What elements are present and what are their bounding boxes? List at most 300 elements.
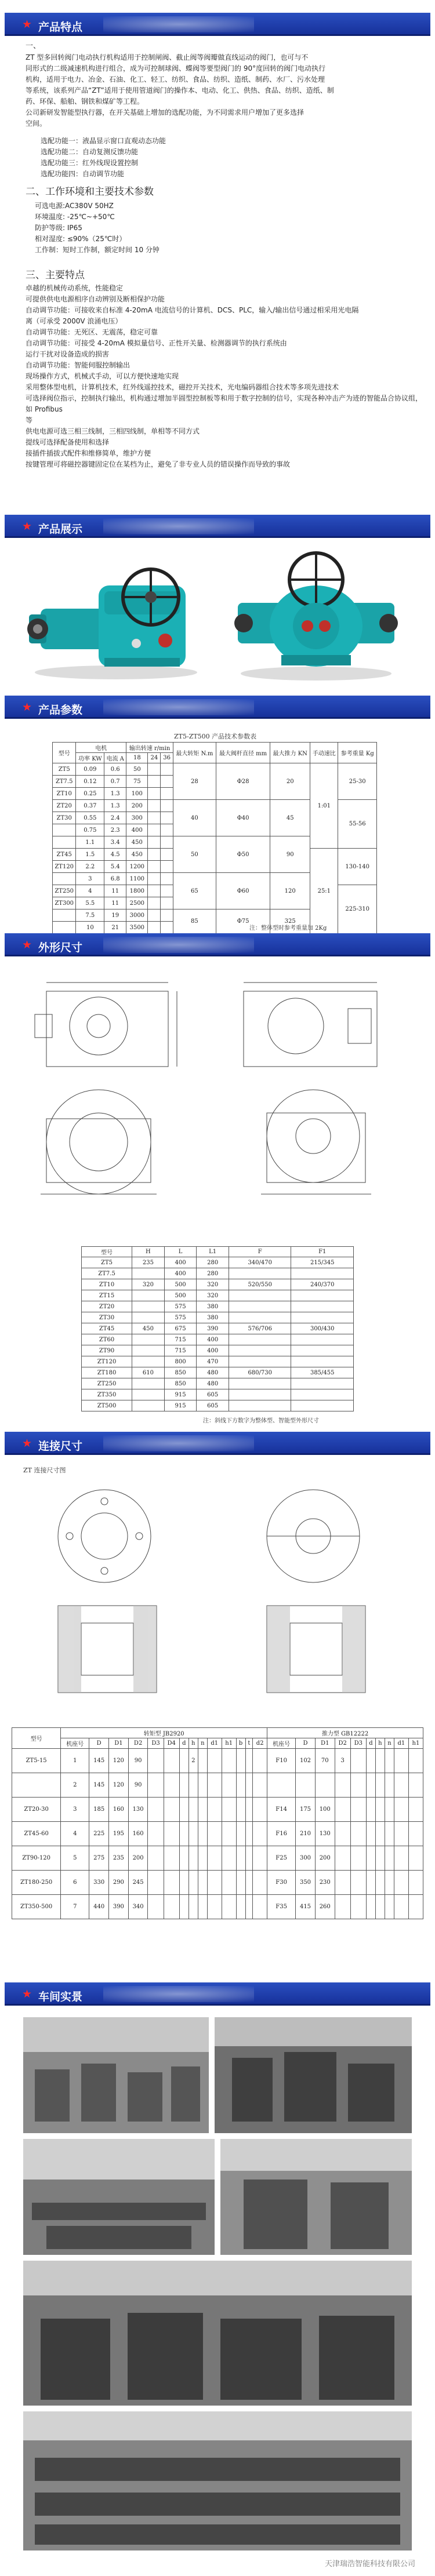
table-cell: 160	[109, 1798, 129, 1822]
table-cell	[366, 1895, 375, 1919]
banner-highlight	[103, 518, 254, 534]
intro-paragraph	[26, 52, 426, 129]
table-cell	[148, 800, 161, 812]
table-cell: 160	[128, 1822, 148, 1846]
table-cell: 280	[197, 1268, 229, 1279]
table-cell	[164, 1798, 179, 1822]
text-line: 运行干扰对设备造成的损害	[26, 350, 110, 358]
table-cell	[148, 1798, 164, 1822]
table-cell: 1.5	[76, 849, 104, 861]
table-cell: 1.3	[104, 788, 126, 800]
table-cell: 28	[173, 763, 216, 800]
col-thread: 最大阀杆直径 mm	[216, 743, 270, 763]
table-cell: ZT5	[82, 1257, 132, 1268]
table-cell: 100	[126, 788, 148, 800]
table-cell: 400	[126, 824, 148, 836]
table-cell: ZT90-120	[12, 1846, 61, 1871]
col-speed-24: 24	[148, 753, 161, 763]
table-cell	[161, 763, 173, 776]
table-cell: 915	[164, 1389, 197, 1400]
table-row	[12, 1773, 423, 1798]
table-cell	[161, 897, 173, 909]
table-cell: 2500	[126, 897, 148, 909]
table-cell	[179, 1773, 188, 1798]
table-cell: 200	[126, 800, 148, 812]
table-cell	[148, 788, 161, 800]
table-cell	[385, 1846, 394, 1871]
table-cell: 3000	[126, 909, 148, 922]
section-banner-features	[5, 13, 430, 36]
table-cell	[350, 1773, 366, 1798]
table-cell: 1	[61, 1749, 89, 1773]
banner-highlight	[103, 937, 254, 953]
table-cell: 320	[132, 1279, 165, 1290]
table-cell	[229, 1268, 291, 1279]
table-cell: 3.4	[104, 836, 126, 849]
text-line: 选配功能四：自动调节功能	[41, 170, 125, 178]
params-note: 注：整体型时参考重量加 2Kg	[249, 925, 327, 932]
table-cell	[161, 861, 173, 873]
table-cell	[253, 1773, 267, 1798]
table-cell	[375, 1798, 385, 1822]
table-cell	[350, 1798, 366, 1822]
table-cell: 240/370	[291, 1279, 354, 1290]
table-header-cell: L1	[197, 1247, 229, 1257]
table-cell: ZT45	[82, 1323, 132, 1334]
table-cell: 200	[315, 1846, 335, 1871]
table-cell	[229, 1400, 291, 1411]
table-cell	[132, 1312, 165, 1323]
table-cell: 350	[296, 1871, 316, 1895]
text-line: 机构，适用于电力、冶金、石油、化工、轻工、纺织、食品、纺织、造纸、制药、水厂、污水处理	[26, 75, 325, 83]
table-cell	[291, 1356, 354, 1367]
table-row	[12, 1749, 423, 1773]
table-cell: 300	[296, 1846, 316, 1871]
table-header-cell: d	[366, 1738, 375, 1749]
table-cell	[366, 1822, 375, 1846]
table-cell: 7	[61, 1895, 89, 1919]
table-cell	[245, 1895, 253, 1919]
table-cell: Φ28	[216, 763, 270, 800]
table-cell: 605	[197, 1389, 229, 1400]
table-cell: 25:1	[310, 849, 338, 934]
table-cell	[148, 1773, 164, 1798]
table-cell	[335, 1773, 350, 1798]
table-cell: ZT5-15	[12, 1749, 61, 1773]
table-cell	[148, 861, 161, 873]
table-cell	[375, 1749, 385, 1773]
table-cell	[161, 776, 173, 788]
table-cell: 400	[197, 1334, 229, 1345]
table-cell: 575	[164, 1301, 197, 1312]
table-header-cell: d	[179, 1738, 188, 1749]
table-cell: 1100	[126, 873, 148, 885]
col-speed: 输出转速 r/min	[126, 743, 173, 753]
table-cell: 415	[296, 1895, 316, 1919]
col-ratio: 手动速比	[310, 743, 338, 763]
table-header-cell: D1	[315, 1738, 335, 1749]
table-cell: 500	[164, 1290, 197, 1301]
table-cell: 120	[109, 1749, 129, 1773]
table-cell	[408, 1798, 423, 1822]
table-cell	[375, 1773, 385, 1798]
table-cell	[53, 873, 76, 885]
table-cell: 50	[126, 763, 148, 776]
dims-table	[81, 1246, 354, 1411]
text-line: 可选电源:AC380V 50HZ	[35, 202, 114, 210]
text-line: 工作制：短时工作制，额定时间 10 分钟	[35, 246, 160, 254]
table-cell: 4	[76, 885, 104, 897]
table-cell: 102	[296, 1749, 316, 1773]
table-cell	[148, 1871, 164, 1895]
table-header-cell: D3	[350, 1738, 366, 1749]
table-cell: 300/430	[291, 1323, 354, 1334]
table-cell	[53, 824, 76, 836]
table-cell: 145	[89, 1749, 109, 1773]
table-header-cell: d1	[207, 1738, 222, 1749]
text-line: 相对湿度: ≤90%（25℃时）	[35, 235, 126, 243]
table-cell	[335, 1871, 350, 1895]
table-cell: F10	[267, 1749, 296, 1773]
table-cell	[394, 1871, 408, 1895]
table-cell	[164, 1822, 179, 1846]
table-cell: 470	[197, 1356, 229, 1367]
table-cell: 185	[89, 1798, 109, 1822]
table-cell	[148, 763, 161, 776]
table-cell: 235	[132, 1257, 165, 1268]
table-cell	[375, 1895, 385, 1919]
table-cell	[222, 1895, 236, 1919]
table-cell: F25	[267, 1846, 296, 1871]
table-cell: 0.55	[76, 812, 104, 824]
table-cell: ZT20	[53, 800, 76, 812]
table-cell: 450	[126, 849, 148, 861]
table-cell	[179, 1895, 188, 1919]
table-cell	[188, 1846, 198, 1871]
section-title: 产品参数	[38, 704, 83, 716]
text-line: 离（可承受 2000V 浪涌电压）	[26, 317, 122, 325]
table-cell: ZT5	[53, 763, 76, 776]
table-cell	[179, 1846, 188, 1871]
table-row	[12, 1846, 423, 1871]
table-cell	[236, 1846, 245, 1871]
table-cell: 0.12	[76, 776, 104, 788]
table-cell: 175	[296, 1798, 316, 1822]
table-cell	[222, 1822, 236, 1846]
table-cell	[179, 1749, 188, 1773]
table-cell	[229, 1290, 291, 1301]
table-cell	[394, 1895, 408, 1919]
banner-highlight	[103, 1435, 254, 1451]
banner-highlight	[103, 16, 254, 32]
table-cell: 230	[315, 1871, 335, 1895]
table-cell	[408, 1871, 423, 1895]
table-cell: 340	[128, 1895, 148, 1919]
table-cell	[198, 1871, 207, 1895]
section-title: 连接尺寸	[38, 1440, 83, 1453]
table-header-cell: n	[198, 1738, 207, 1749]
table-cell	[366, 1773, 375, 1798]
table-cell: 90	[128, 1773, 148, 1798]
table-header-cell: H	[132, 1247, 165, 1257]
table-cell	[148, 1846, 164, 1871]
text-line: 可提供供电电源相序自动辨别及断相保护功能	[26, 295, 165, 303]
table-cell: ZT45	[53, 849, 76, 861]
table-cell	[408, 1773, 423, 1798]
table-cell	[207, 1749, 222, 1773]
table-row	[82, 1268, 354, 1279]
workshop-photo-2	[215, 2017, 412, 2133]
table-cell	[132, 1345, 165, 1356]
table-cell	[148, 873, 161, 885]
table-cell	[132, 1356, 165, 1367]
text-line: 供电电源可选三相三线制，三相四线制，单相等不同方式	[26, 427, 200, 435]
table-header-cell: D3	[148, 1738, 164, 1749]
table-header-cell: 机座号	[267, 1738, 296, 1749]
table-cell	[408, 1749, 423, 1773]
table-cell	[245, 1798, 253, 1822]
table-cell: 2	[188, 1749, 198, 1773]
star-icon: ★	[22, 701, 32, 714]
table-cell: Φ40	[216, 800, 270, 836]
table-cell: ZT20-30	[12, 1798, 61, 1822]
table-header-cell: d2	[253, 1738, 267, 1749]
table-cell	[198, 1895, 207, 1919]
table-cell: 11	[104, 897, 126, 909]
table-cell	[335, 1798, 350, 1822]
table-cell: ZT180-250	[12, 1871, 61, 1895]
section-banner-workshop	[5, 1982, 430, 2006]
table-header-cell: h	[375, 1738, 385, 1749]
table-cell	[132, 1378, 165, 1389]
star-icon: ★	[22, 938, 32, 951]
table-cell: 90	[128, 1749, 148, 1773]
table-cell	[198, 1798, 207, 1822]
table-cell	[132, 1301, 165, 1312]
table-row	[12, 1871, 423, 1895]
table-cell	[161, 788, 173, 800]
table-cell: 605	[197, 1400, 229, 1411]
table-cell	[350, 1871, 366, 1895]
table-cell: ZT120	[53, 861, 76, 873]
table-cell	[350, 1846, 366, 1871]
table-cell: 320	[197, 1279, 229, 1290]
table-cell	[236, 1773, 245, 1798]
table-cell: 400	[164, 1257, 197, 1268]
text-line: 自动调节功能：可接受 4-20mA 模拟量信号、正性开关量、检测器调节的执行系统由	[26, 339, 287, 347]
table-cell: 575	[164, 1312, 197, 1323]
text-line: 卓越的机械传动系统，性能稳定	[26, 284, 124, 292]
table-cell: 340/470	[229, 1257, 291, 1268]
table-cell: 450	[126, 836, 148, 849]
table-row	[82, 1356, 354, 1367]
table-cell	[229, 1356, 291, 1367]
table-cell	[375, 1846, 385, 1871]
table-cell	[315, 1773, 335, 1798]
table-cell	[148, 824, 161, 836]
main-features-list	[26, 283, 429, 470]
section-banner-dims	[5, 933, 430, 956]
table-cell	[385, 1798, 394, 1822]
table-cell	[366, 1749, 375, 1773]
table-cell	[161, 922, 173, 934]
table-cell	[245, 1846, 253, 1871]
table-cell	[375, 1822, 385, 1846]
table-cell	[164, 1846, 179, 1871]
table-cell	[236, 1871, 245, 1895]
table-cell	[291, 1301, 354, 1312]
params-table-title: ZT5-ZT500 产品技术参数表	[174, 733, 257, 740]
table-cell	[132, 1389, 165, 1400]
table-cell: 19	[104, 909, 126, 922]
table-cell: F35	[267, 1895, 296, 1919]
table-cell: 130	[315, 1822, 335, 1846]
table-cell	[148, 885, 161, 897]
table-cell: 215/345	[291, 1257, 354, 1268]
workshop-photo-5	[23, 2261, 412, 2406]
table-cell	[366, 1871, 375, 1895]
table-cell: 145	[89, 1773, 109, 1798]
table-cell: 520/550	[229, 1279, 291, 1290]
table-row	[82, 1400, 354, 1411]
table-cell: 45	[270, 800, 310, 836]
table-cell: 380	[197, 1312, 229, 1323]
text-line: 自动调节功能：智能伺服控制输出	[26, 361, 130, 369]
workshop-photo-4	[220, 2139, 412, 2255]
table-header-cell: F	[229, 1247, 291, 1257]
table-row	[82, 1334, 354, 1345]
table-cell: ZT90	[82, 1345, 132, 1356]
table-cell	[335, 1846, 350, 1871]
table-cell: 0.75	[76, 824, 104, 836]
table-cell	[350, 1749, 366, 1773]
table-row	[53, 763, 377, 776]
table-cell: 55-56	[338, 800, 377, 849]
table-header-cell: t	[245, 1738, 253, 1749]
table-cell	[161, 836, 173, 849]
text-line: 现场操作方式，机械式手动，可以方便快速地实现	[26, 372, 179, 380]
table-cell	[335, 1822, 350, 1846]
table-cell	[53, 922, 76, 934]
env-list	[35, 201, 383, 256]
table-cell: 675	[164, 1323, 197, 1334]
table-cell: 450	[132, 1323, 165, 1334]
text-line: 选配功能三：红外线现设置控制	[41, 159, 139, 167]
table-header-cell: D1	[109, 1738, 129, 1749]
table-cell	[245, 1871, 253, 1895]
table-cell: 210	[296, 1822, 316, 1846]
col-torque: 最大转矩 N.m	[173, 743, 216, 763]
table-cell: 7.5	[76, 909, 104, 922]
table-cell	[161, 800, 173, 812]
table-cell	[253, 1798, 267, 1822]
table-cell	[198, 1773, 207, 1798]
table-cell: 260	[315, 1895, 335, 1919]
table-cell	[229, 1378, 291, 1389]
table-cell: 1800	[126, 885, 148, 897]
table-cell: 440	[89, 1895, 109, 1919]
text-line: 自动调节功能：无死区、无震荡，稳定可靠	[26, 328, 158, 336]
table-cell: 3500	[126, 922, 148, 934]
table-cell: ZT350	[82, 1389, 132, 1400]
table-cell: 715	[164, 1334, 197, 1345]
table-cell	[253, 1895, 267, 1919]
table-cell: 1.1	[76, 836, 104, 849]
banner-highlight	[103, 1986, 254, 2002]
text-line: 环境温度: -25℃~+50℃	[35, 213, 115, 221]
table-cell	[222, 1846, 236, 1871]
conn-table	[12, 1727, 423, 1919]
table-row	[82, 1257, 354, 1268]
table-cell	[385, 1773, 394, 1798]
table-cell: 3	[76, 873, 104, 885]
table-header-cell: D	[89, 1738, 109, 1749]
outline-drawing	[23, 968, 418, 1223]
table-cell: 320	[197, 1290, 229, 1301]
table-header-cell: b	[236, 1738, 245, 1749]
table-row	[82, 1279, 354, 1290]
star-icon: ★	[22, 1988, 32, 2000]
table-cell: ZT120	[82, 1356, 132, 1367]
table-cell: 100	[315, 1798, 335, 1822]
table-cell	[236, 1798, 245, 1822]
connection-drawing	[23, 1478, 418, 1710]
table-cell	[350, 1895, 366, 1919]
table-cell: ZT60	[82, 1334, 132, 1345]
table-cell: 0.7	[104, 776, 126, 788]
table-cell: 225	[89, 1822, 109, 1846]
table-cell: 235	[109, 1846, 129, 1871]
table-cell: ZT30	[82, 1312, 132, 1323]
table-cell	[207, 1871, 222, 1895]
table-cell: Φ75	[216, 909, 270, 934]
conn-subtitle: ZT 连接尺寸图	[23, 1467, 66, 1474]
table-row	[82, 1323, 354, 1334]
table-cell	[245, 1822, 253, 1846]
table-cell	[236, 1749, 245, 1773]
table-cell: ZT45-60	[12, 1822, 61, 1846]
table-cell	[253, 1871, 267, 1895]
table-cell	[229, 1312, 291, 1323]
section-title: 外形尺寸	[38, 941, 83, 954]
table-cell	[179, 1798, 188, 1822]
table-cell	[148, 909, 161, 922]
text-line: ZT 型多回转阀门电动执行机构适用于控制闸阀、截止阀等阀瓣做直线运动的阀门，也可与不	[26, 53, 309, 61]
table-cell: 390	[197, 1323, 229, 1334]
table-cell: 200	[128, 1846, 148, 1871]
table-cell: 6	[61, 1871, 89, 1895]
table-cell	[222, 1871, 236, 1895]
text-line: 自动调节功能：可接收来自标准 4-20mA 电流信号的计算机、DCS、PLC，输入/输出信号通过相采用光电隔	[26, 306, 359, 314]
table-cell: 40	[173, 800, 216, 836]
table-cell	[161, 873, 173, 885]
table-cell: ZT7.5	[82, 1268, 132, 1279]
star-icon: ★	[22, 1437, 32, 1450]
table-cell: ZT10	[53, 788, 76, 800]
star-icon: ★	[22, 18, 32, 31]
table-cell	[222, 1773, 236, 1798]
heading-three: 三、主要特点	[26, 270, 85, 281]
table-header-cell: 机座号	[61, 1738, 89, 1749]
table-cell	[164, 1749, 179, 1773]
table-cell: 195	[109, 1822, 129, 1846]
text-line: 接插件插拔式配件和维修简单，维护方便	[26, 449, 151, 457]
section-banner-params	[5, 696, 430, 719]
table-cell	[408, 1822, 423, 1846]
workshop-photo-3	[23, 2139, 215, 2255]
table-cell: 50	[173, 836, 216, 873]
table-cell	[366, 1798, 375, 1822]
